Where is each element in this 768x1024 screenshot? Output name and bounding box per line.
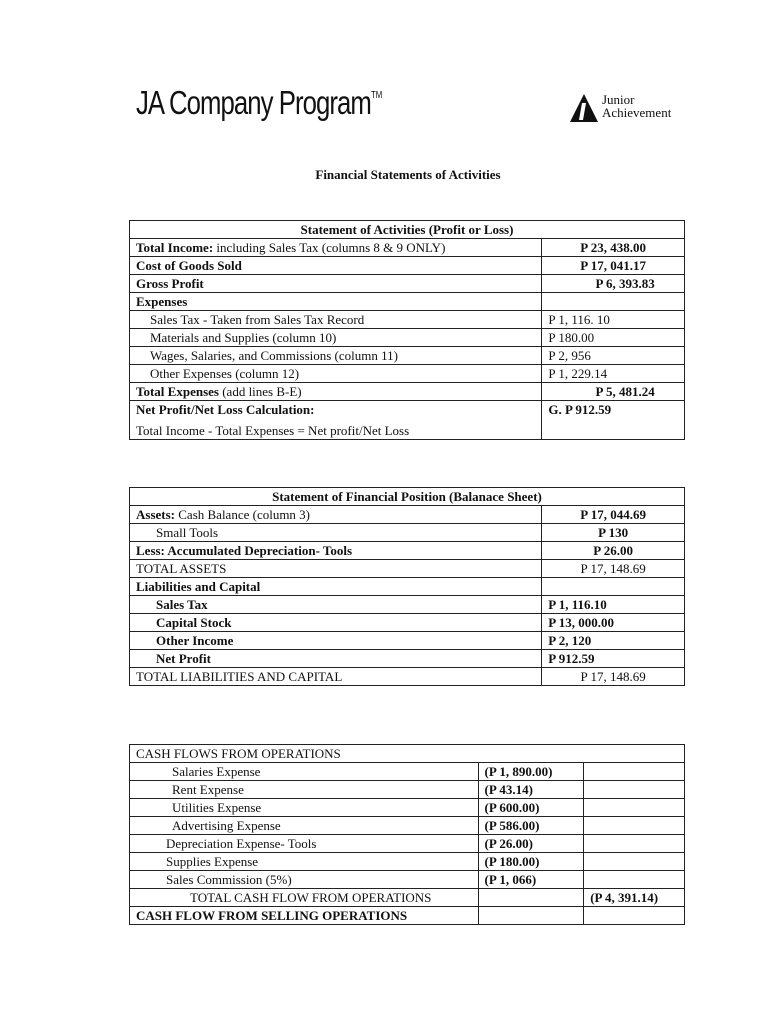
row-label: Other Expenses (column 12) [130, 365, 542, 383]
row-value: P 1, 116.10 [542, 596, 685, 614]
row-value: P 1, 116. 10 [542, 311, 685, 329]
row-empty-cell [478, 889, 584, 907]
total-label: TOTAL CASH FLOW FROM OPERATIONS [130, 889, 479, 907]
table-row [130, 835, 685, 853]
row-value: P 26.00 [542, 542, 685, 560]
row-label-bold: Other Income [130, 632, 542, 650]
table-heading-row [130, 221, 685, 239]
table-row [130, 365, 685, 383]
row-value: P 912.59 [542, 650, 685, 668]
ja-torch-icon [568, 94, 598, 122]
total-row [130, 889, 685, 907]
table-row [130, 853, 685, 871]
table-row [130, 542, 685, 560]
row-amount: (P 1, 066) [478, 871, 584, 889]
row-label-bold: Total Expenses [136, 384, 219, 399]
row-label-bold: Capital Stock [130, 614, 542, 632]
row-label-bold: Less: Accumulated Depreciation- Tools [130, 542, 542, 560]
table-heading-row [130, 488, 685, 506]
selling-label: CASH FLOW FROM SELLING OPERATIONS [130, 907, 479, 925]
table-row [130, 560, 685, 578]
row-label: Sales Commission (5%) [130, 871, 479, 889]
row-value: P 2, 956 [542, 347, 685, 365]
row-value: P 1, 229.14 [542, 365, 685, 383]
row-value: P 2, 120 [542, 632, 685, 650]
row-label-bold: Gross Profit [130, 275, 542, 293]
net-value: G. P 912.59 [542, 401, 685, 440]
row-amount: (P 600.00) [478, 799, 584, 817]
row-label-bold: Sales Tax [130, 596, 542, 614]
row-value: P 17, 041.17 [542, 257, 685, 275]
net-formula: Total Income - Total Expenses = Net profit/Net Loss [136, 423, 410, 438]
total-value: (P 4, 391.14) [584, 889, 685, 907]
row-label: Cash Balance (column 3) [175, 507, 311, 522]
table-heading: Statement of Financial Position (Balanace Sheet) [130, 488, 685, 506]
ja-logo-line2: Achievement [602, 105, 672, 120]
row-label-bold: Liabilities and Capital [130, 578, 542, 596]
row-label: Materials and Supplies (column 10) [130, 329, 542, 347]
row-empty-cell [584, 817, 685, 835]
row-value: P 6, 393.83 [542, 275, 685, 293]
net-label: Net Profit/Net Loss Calculation: [136, 402, 315, 417]
row-amount: (P 586.00) [478, 817, 584, 835]
table-row [130, 275, 685, 293]
table-row [130, 650, 685, 668]
row-label: Rent Expense [130, 781, 479, 799]
row-amount: (P 43.14) [478, 781, 584, 799]
row-empty-cell [584, 853, 685, 871]
row-label: (add lines B-E) [218, 384, 302, 399]
table-row [130, 329, 685, 347]
cash-flows-table [129, 744, 685, 925]
ja-logo-line1: Junior [602, 92, 635, 107]
table-row [130, 763, 685, 781]
row-label-bold: Cost of Goods Sold [130, 257, 542, 275]
row-label-bold: Net Profit [130, 650, 542, 668]
row-label: including Sales Tax (columns 8 & 9 ONLY) [213, 240, 446, 255]
table-row [130, 799, 685, 817]
row-empty-cell [584, 763, 685, 781]
row-value: P 17, 148.69 [542, 560, 685, 578]
row-value: P 17, 044.69 [542, 506, 685, 524]
table-row [130, 506, 685, 524]
row-label: TOTAL LIABILITIES AND CAPITAL [130, 668, 542, 686]
row-value: P 17, 148.69 [542, 668, 685, 686]
row-amount: (P 180.00) [478, 853, 584, 871]
table-heading-row [130, 745, 685, 763]
row-empty-cell [478, 907, 584, 925]
row-empty-cell [584, 835, 685, 853]
row-label-bold: Total Income: [136, 240, 214, 255]
row-label-bold: Assets: [136, 507, 175, 522]
row-label: Supplies Expense [130, 853, 479, 871]
table-row [130, 347, 685, 365]
table-row [130, 524, 685, 542]
row-value: P 180.00 [542, 329, 685, 347]
table-row [130, 668, 685, 686]
table-row [130, 257, 685, 275]
row-label: Salaries Expense [130, 763, 479, 781]
row-label: Sales Tax - Taken from Sales Tax Record [130, 311, 542, 329]
table-row [130, 596, 685, 614]
table-heading: Statement of Activities (Profit or Loss) [130, 221, 685, 239]
row-empty-cell [584, 799, 685, 817]
row-label: Wages, Salaries, and Commissions (column 11) [130, 347, 542, 365]
row-value: P 5, 481.24 [542, 383, 685, 401]
logo-text: JA Company Program [136, 84, 371, 121]
row-amount: (P 1, 890.00) [478, 763, 584, 781]
document-title: Financial Statements of Activities [315, 167, 501, 182]
row-label: Advertising Expense [130, 817, 479, 835]
table-row [130, 311, 685, 329]
selling-row [130, 907, 685, 925]
table-row [130, 578, 685, 596]
table-row [130, 817, 685, 835]
table-row [130, 632, 685, 650]
row-label-bold: Expenses [130, 293, 542, 311]
statement-of-activities-table [129, 220, 685, 440]
row-value [542, 578, 685, 596]
row-amount: (P 26.00) [478, 835, 584, 853]
row-empty-cell [584, 871, 685, 889]
row-label: Depreciation Expense- Tools [130, 835, 479, 853]
row-label: Small Tools [130, 524, 542, 542]
ja-company-program-logo [136, 84, 382, 122]
table-row [130, 781, 685, 799]
row-value: P 23, 438.00 [542, 239, 685, 257]
table-row [130, 239, 685, 257]
net-profit-row [130, 401, 685, 440]
table-heading: CASH FLOWS FROM OPERATIONS [130, 745, 685, 763]
table-row [130, 614, 685, 632]
row-empty-cell [584, 907, 685, 925]
row-label: TOTAL ASSETS [130, 560, 542, 578]
row-empty-cell [584, 781, 685, 799]
row-value [542, 293, 685, 311]
row-value: P 13, 000.00 [542, 614, 685, 632]
trademark-mark: TM [370, 90, 383, 101]
financial-position-table [129, 487, 685, 686]
row-value: P 130 [542, 524, 685, 542]
row-label: Utilities Expense [130, 799, 479, 817]
table-row [130, 383, 685, 401]
table-row [130, 871, 685, 889]
table-row [130, 293, 685, 311]
